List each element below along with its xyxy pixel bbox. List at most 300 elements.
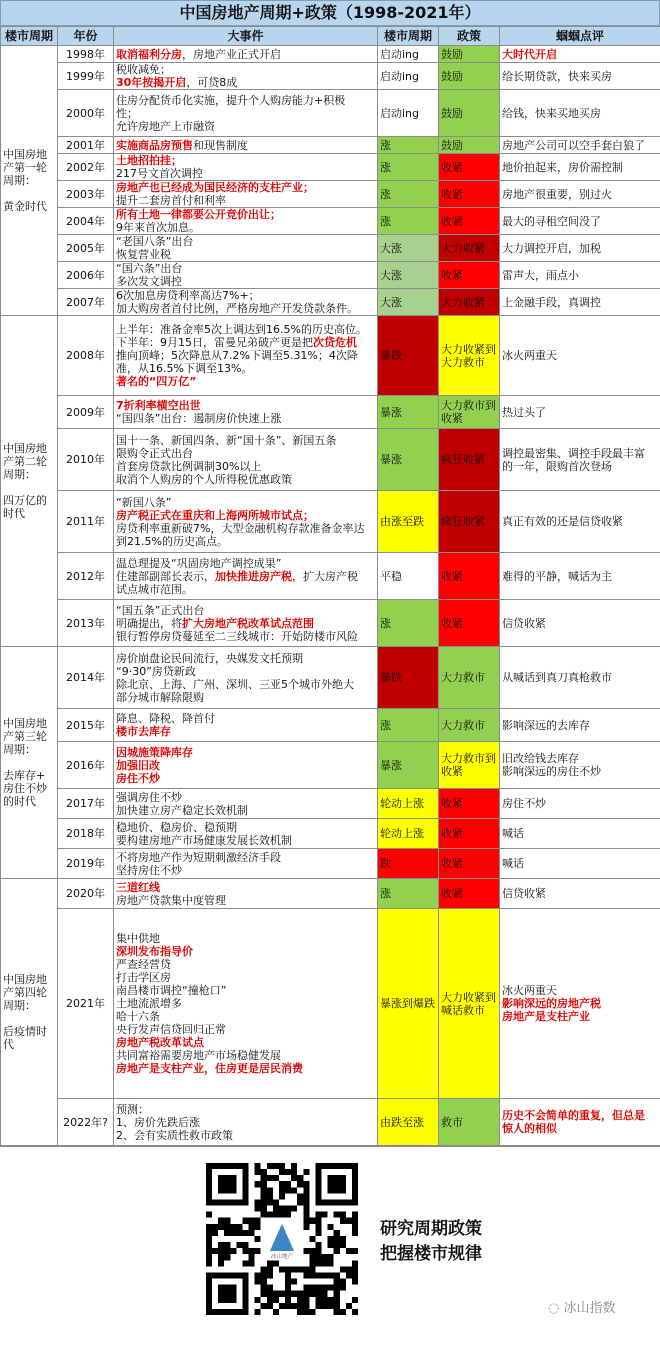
highlight-text: 房地产是支柱产业 — [502, 1010, 590, 1023]
text-line — [502, 827, 658, 840]
market-cell: 涨 — [378, 879, 439, 909]
year-cell: 2001年 — [58, 137, 114, 154]
highlight-text: 加强旧改 — [116, 758, 160, 772]
period-line: 后疫情时 — [3, 1025, 47, 1038]
market-cell: 大涨 — [378, 235, 439, 262]
year-cell: 2020年 — [58, 879, 114, 909]
text-line — [116, 496, 375, 509]
market-cell: 暴涨到爆跌 — [378, 909, 439, 1099]
slogan-line-1: 研究周期政策 — [380, 1219, 482, 1239]
text-segment: 影响深远的去库存 — [502, 718, 590, 732]
table-row — [1, 819, 660, 849]
highlight-text: 房地产税改革试点 — [116, 1036, 204, 1049]
text-line — [116, 971, 375, 984]
text-line — [116, 349, 375, 362]
text-segment: “9·30”房贷新政 — [116, 664, 196, 678]
year-cell: 1999年 — [58, 63, 114, 90]
cycle-period-cell — [1, 879, 58, 1146]
event-cell — [114, 46, 378, 63]
comment-cell — [500, 316, 660, 396]
text-segment: 除北京、上海、广州、深圳、三亚5个城市外绝大 — [116, 677, 354, 691]
event-cell — [114, 154, 378, 181]
policy-cell: 鼓励 — [439, 90, 500, 137]
table-row — [1, 789, 660, 819]
text-segment: 和现售制度 — [193, 138, 248, 152]
text-line — [116, 1010, 375, 1023]
text-segment: 上金融手段，真调控 — [502, 295, 601, 309]
text-segment: ，房地产业正式开启 — [182, 47, 281, 61]
highlight-text: 房地产也已经成为国民经济的支柱产业 — [116, 181, 303, 194]
event-cell — [114, 235, 378, 262]
text-line — [502, 765, 658, 778]
text-line — [116, 48, 375, 61]
text-segment: 上半年：准备金率5次上调达到16.5%的历史高位。 — [116, 323, 367, 336]
highlight-text: 实施商品房预售 — [116, 138, 193, 152]
footer — [0, 1146, 660, 1333]
text-line — [502, 215, 658, 228]
text-segment: “国六条”出台 — [116, 262, 183, 275]
event-cell — [114, 553, 378, 600]
text-line — [116, 76, 375, 89]
text-line — [116, 958, 375, 971]
comment-cell — [500, 1099, 660, 1146]
event-cell — [114, 396, 378, 429]
text-line — [116, 289, 375, 302]
text-segment: 房地产贷款集中度管理 — [116, 893, 226, 907]
text-line — [116, 557, 375, 570]
text-segment: 旧改给钱去库存 — [502, 752, 579, 765]
year-cell: 2016年 — [58, 742, 114, 789]
comment-cell — [500, 647, 660, 709]
text-line — [116, 725, 375, 738]
policy-cell: 疯狂收紧 — [439, 491, 500, 553]
text-line — [502, 70, 658, 83]
market-cell: 启动ing — [378, 46, 439, 63]
text-segment: 预测： — [116, 1102, 149, 1116]
market-cell: 涨 — [378, 137, 439, 154]
table-row — [1, 208, 660, 235]
text-segment: 信贷收紧 — [502, 887, 546, 900]
text-segment: 允许房地产上市融资 — [116, 119, 215, 133]
year-cell: 2000年 — [58, 90, 114, 137]
text-segment: “老国八条”出台 — [116, 235, 194, 248]
year-cell: 2008年 — [58, 316, 114, 396]
text-segment: 房价崩盘论民间流行，央媒发文托预期 — [116, 651, 303, 665]
year-cell: 2002年 — [58, 154, 114, 181]
text-line — [116, 522, 375, 535]
table-row — [1, 553, 660, 600]
event-cell — [114, 789, 378, 819]
header-event: 大事件 — [114, 27, 378, 46]
event-cell — [114, 819, 378, 849]
text-line — [502, 161, 658, 174]
text-segment: 银行暂停房贷蔓延至二三线城市：开始防楼市风险 — [116, 629, 358, 643]
highlight-text: ； — [270, 208, 281, 221]
header-market: 楼市周期 — [378, 27, 439, 46]
market-cell: 平稳 — [378, 553, 439, 600]
text-line — [116, 691, 375, 704]
text-segment: 的一年，限购首次登场 — [502, 459, 612, 473]
policy-cell: 大力收紧到大力救市 — [439, 316, 500, 396]
market-cell: 暴跌 — [378, 316, 439, 396]
text-line — [116, 208, 375, 221]
cycle-period-cell — [1, 647, 58, 879]
table-row — [1, 181, 660, 208]
text-line — [116, 375, 375, 388]
table-row — [1, 154, 660, 181]
text-segment: 9年来首次加息。 — [116, 221, 200, 234]
market-cell: 涨 — [378, 709, 439, 742]
year-cell: 2017年 — [58, 789, 114, 819]
highlight-text: 房住不炒 — [116, 771, 160, 785]
text-line — [116, 447, 375, 460]
wechat-icon: ◌ — [548, 1301, 560, 1316]
text-segment: 试点城市范围。 — [116, 582, 193, 596]
text-line — [116, 712, 375, 725]
text-line — [116, 1103, 375, 1116]
highlight-text: 大时代开启 — [502, 47, 557, 61]
table-row — [1, 909, 660, 1099]
text-segment: 住房分配货币化实施，提升个人购房能力+积极 — [116, 93, 346, 107]
period-line: 代 — [3, 1038, 14, 1051]
market-cell: 暴涨 — [378, 742, 439, 789]
table-row — [1, 879, 660, 909]
policy-cell: 救市 — [439, 1099, 500, 1146]
text-line — [116, 194, 375, 207]
text-line — [116, 262, 375, 275]
text-segment: 给长期贷款，快来买房 — [502, 69, 612, 83]
highlight-text: 扩大房地产税改革试点范围 — [182, 616, 314, 630]
table-row — [1, 137, 660, 154]
policy-cell: 收紧 — [439, 849, 500, 879]
year-cell: 2022年? — [58, 1099, 114, 1146]
period-line — [3, 187, 55, 200]
text-line — [502, 296, 658, 309]
text-segment: 共同富裕需要房地产市场稳健发展 — [116, 1049, 281, 1062]
highlight-text: 深圳发布指导价 — [116, 945, 193, 958]
event-cell — [114, 90, 378, 137]
text-segment: 房住不炒 — [502, 797, 546, 810]
header-year: 年份 — [58, 27, 114, 46]
text-line — [116, 323, 375, 336]
highlight-text: 惊人的相似 — [502, 1122, 557, 1135]
text-line — [116, 302, 375, 315]
comment-cell — [500, 429, 660, 491]
event-cell — [114, 429, 378, 491]
text-segment: 推向顶峰；5次降息从7.2%下调至5.31%；4次降 — [116, 349, 358, 362]
period-line: 中国房地 — [3, 442, 47, 455]
text-line — [116, 894, 375, 907]
brand-name: 冰山指数 — [563, 1301, 616, 1316]
text-line — [116, 1036, 375, 1049]
text-line — [502, 48, 658, 61]
text-line — [502, 139, 658, 152]
text-segment: 严查经营贷 — [116, 958, 171, 971]
text-segment: ，扩大房产税 — [292, 569, 358, 583]
highlight-text: ； — [303, 508, 314, 522]
policy-cell: 收紧 — [439, 819, 500, 849]
page-title: 中国房地产周期+政策（1998-2021年） — [0, 0, 660, 26]
text-line — [502, 269, 658, 282]
period-line: 周期： — [3, 999, 36, 1012]
text-segment: 房地产很重要，别过火 — [502, 187, 612, 201]
policy-cell: 鼓励 — [439, 137, 500, 154]
brand-watermark — [548, 1297, 616, 1316]
text-segment: 真正有效的还是信贷收紧 — [502, 515, 623, 528]
highlight-text: 因城施策降库存 — [116, 745, 193, 759]
text-line — [116, 630, 375, 643]
table-body — [1, 46, 660, 1146]
market-cell: 涨 — [378, 600, 439, 647]
comment-cell — [500, 137, 660, 154]
text-segment: 喊话 — [502, 827, 524, 840]
year-cell: 2019年 — [58, 849, 114, 879]
comment-cell — [500, 879, 660, 909]
year-cell: 2018年 — [58, 819, 114, 849]
period-line: 的时代 — [3, 795, 36, 808]
text-line — [116, 473, 375, 486]
year-cell: 2010年 — [58, 429, 114, 491]
text-segment: 6次加息房贷利率高达7%+； — [116, 289, 260, 302]
text-line — [502, 887, 658, 900]
text-segment: 要构建房地产市场健康发展长效机制 — [116, 833, 292, 847]
text-segment: 打击学区房 — [116, 971, 171, 984]
text-line — [116, 1129, 375, 1142]
market-cell: 轮动上涨 — [378, 819, 439, 849]
year-cell: 2004年 — [58, 208, 114, 235]
text-line — [116, 746, 375, 759]
text-segment: 地价拍起来，房价需控制 — [502, 160, 623, 174]
text-segment: “国四条”出台：遏制房价快速上涨 — [116, 412, 282, 425]
text-segment: 217号文首次调控 — [116, 167, 203, 180]
highlight-text: 三道红线 — [116, 880, 160, 894]
year-cell: 2014年 — [58, 647, 114, 709]
policy-cell: 鼓励 — [439, 46, 500, 63]
event-cell — [114, 647, 378, 709]
text-line — [116, 1049, 375, 1062]
period-line: 中国房地 — [3, 717, 47, 730]
comment-cell — [500, 909, 660, 1099]
text-line — [116, 248, 375, 261]
text-segment: 取消个人购房的个人所得税优惠政策 — [116, 472, 292, 486]
policy-cell: 收紧 — [439, 154, 500, 181]
table-row — [1, 429, 660, 491]
table-row — [1, 235, 660, 262]
comment-cell — [500, 789, 660, 819]
event-cell — [114, 1099, 378, 1146]
highlight-text: 所有土地一律都要公开竞价出让 — [116, 208, 270, 221]
text-line — [116, 652, 375, 665]
comment-cell — [500, 600, 660, 647]
text-segment: 1、房价先跌后涨 — [116, 1115, 200, 1129]
period-line: 产第三轮 — [3, 730, 47, 743]
market-cell: 轮动上涨 — [378, 789, 439, 819]
text-segment: ，可贷8成 — [186, 76, 238, 89]
market-cell: 由涨至跌 — [378, 491, 439, 553]
text-segment: “新国八条” — [116, 495, 172, 509]
highlight-text: 土地招拍挂 — [116, 154, 171, 167]
text-line — [116, 154, 375, 167]
text-line — [116, 617, 375, 630]
highlight-text: 房产税正式在重庆和上海两所城市试点 — [116, 508, 303, 522]
highlight-text: 著名的“四万亿” — [116, 375, 197, 388]
text-segment: 明确提出，将 — [116, 616, 182, 630]
text-line — [116, 460, 375, 473]
text-line — [116, 772, 375, 785]
comment-cell — [500, 63, 660, 90]
text-line — [116, 434, 375, 447]
text-line — [116, 570, 375, 583]
year-cell: 2012年 — [58, 553, 114, 600]
text-segment: 温总理提及“巩固房地产调控成果” — [116, 556, 282, 570]
text-line — [116, 583, 375, 596]
event-cell — [114, 181, 378, 208]
market-cell: 大涨 — [378, 262, 439, 289]
period-line: 四万亿的 — [3, 494, 47, 507]
text-segment: 国十一条、新国四条、新“国十条”、新国五条 — [116, 433, 337, 447]
table-row — [1, 709, 660, 742]
event-cell — [114, 909, 378, 1099]
text-segment: 热过头了 — [502, 405, 546, 419]
comment-cell — [500, 553, 660, 600]
event-cell — [114, 491, 378, 553]
text-segment: 冰火两重天 — [502, 984, 557, 997]
text-line — [116, 932, 375, 945]
table-row — [1, 90, 660, 137]
text-line — [116, 399, 375, 412]
highlight-text: ； — [303, 181, 314, 194]
text-segment: 最大的寻租空间没了 — [502, 214, 601, 228]
policy-cell: 收紧 — [439, 600, 500, 647]
market-cell: 暴跌 — [378, 647, 439, 709]
text-line — [502, 349, 658, 362]
policy-cell: 大力救市到收紧 — [439, 396, 500, 429]
policy-cell: 鼓励 — [439, 63, 500, 90]
text-line — [116, 604, 375, 617]
text-line — [116, 1023, 375, 1036]
table-row — [1, 316, 660, 396]
policy-cell: 大力救市到收紧 — [439, 742, 500, 789]
text-segment: 性； — [116, 106, 138, 120]
period-line: 中国房地 — [3, 973, 47, 986]
period-line: 去库存+ — [3, 769, 46, 782]
text-line — [502, 447, 658, 460]
comment-cell — [500, 709, 660, 742]
comment-cell — [500, 849, 660, 879]
market-cell: 跌 — [378, 849, 439, 879]
year-cell: 1998年 — [58, 46, 114, 63]
cycle-period-cell — [1, 316, 58, 647]
text-segment: 稳地价、稳房价、稳预期 — [116, 820, 237, 834]
text-line — [502, 752, 658, 765]
text-line — [116, 167, 375, 180]
comment-cell — [500, 491, 660, 553]
text-segment: 房地产公司可以空手套白狼了 — [502, 138, 645, 152]
table-row — [1, 289, 660, 316]
table-header-row — [1, 27, 660, 46]
highlight-text: 30年按揭开启 — [116, 76, 187, 89]
text-line — [502, 188, 658, 201]
comment-cell — [500, 396, 660, 429]
year-cell: 2015年 — [58, 709, 114, 742]
period-line: 中国房地 — [3, 148, 47, 161]
policy-cell: 大力收紧 — [439, 235, 500, 262]
text-segment: 住建部副部长表示， — [116, 569, 215, 583]
comment-cell — [500, 235, 660, 262]
event-cell — [114, 262, 378, 289]
text-segment: 首套房贷款比例调制30%以上 — [116, 459, 262, 473]
text-line — [502, 1010, 658, 1023]
text-segment: 房贷利率重新破7%，大型金融机构存款准备金率达 — [116, 521, 365, 535]
year-cell: 2009年 — [58, 396, 114, 429]
text-segment: 土地流派增多 — [116, 997, 182, 1010]
event-cell — [114, 879, 378, 909]
text-line — [116, 665, 375, 678]
table-row — [1, 491, 660, 553]
market-cell: 暴涨 — [378, 429, 439, 491]
period-line — [3, 481, 55, 494]
market-cell: 涨 — [378, 154, 439, 181]
table-row — [1, 63, 660, 90]
period-line — [3, 756, 55, 769]
market-cell: 涨 — [378, 208, 439, 235]
cycle-policy-table — [0, 26, 660, 1146]
text-line — [502, 997, 658, 1010]
year-cell: 2007年 — [58, 289, 114, 316]
policy-cell: 收紧 — [439, 879, 500, 909]
table-row — [1, 46, 660, 63]
year-cell: 2013年 — [58, 600, 114, 647]
table-row — [1, 1099, 660, 1146]
table-row — [1, 262, 660, 289]
text-line — [116, 759, 375, 772]
text-segment: 提升二套房首付和利率 — [116, 194, 226, 207]
text-segment: 难得的平静，喊话为主 — [502, 569, 612, 583]
text-line — [502, 460, 658, 473]
text-line — [116, 851, 375, 864]
year-cell: 2005年 — [58, 235, 114, 262]
text-line — [116, 791, 375, 804]
text-segment: 不将房地产作为短期刺激经济手段 — [116, 850, 281, 864]
text-segment: 降息、降税、降首付 — [116, 712, 215, 725]
text-segment: 准，从16.5%下调至13%。 — [116, 362, 253, 375]
text-line — [116, 1062, 375, 1075]
qr-logo-text — [271, 1252, 293, 1260]
period-line: 产第一轮 — [3, 161, 47, 174]
comment-cell — [500, 819, 660, 849]
highlight-text: 历史不会简单的重复，但总是 — [502, 1109, 645, 1122]
text-segment: 到21.5%的历史高点。 — [116, 534, 228, 548]
policy-cell: 收紧 — [439, 208, 500, 235]
text-segment: 下半年：9月15日，雷曼兄弟破产更是把 — [116, 336, 313, 349]
text-line — [502, 797, 658, 810]
highlight-text: 房地产是支柱产业，住房更是居民消费 — [116, 1062, 303, 1075]
market-cell: 启动ing — [378, 63, 439, 90]
highlight-text: ； — [171, 154, 182, 167]
text-line — [502, 570, 658, 583]
event-cell — [114, 849, 378, 879]
event-cell — [114, 600, 378, 647]
highlight-text: 影响深远的房地产税 — [502, 997, 601, 1010]
text-segment: 集中供地 — [116, 932, 160, 945]
text-line — [116, 678, 375, 691]
year-cell: 2006年 — [58, 262, 114, 289]
event-cell — [114, 208, 378, 235]
text-line — [116, 945, 375, 958]
text-line — [502, 857, 658, 870]
text-line — [116, 107, 375, 120]
period-line: 黄金时代 — [3, 200, 47, 213]
